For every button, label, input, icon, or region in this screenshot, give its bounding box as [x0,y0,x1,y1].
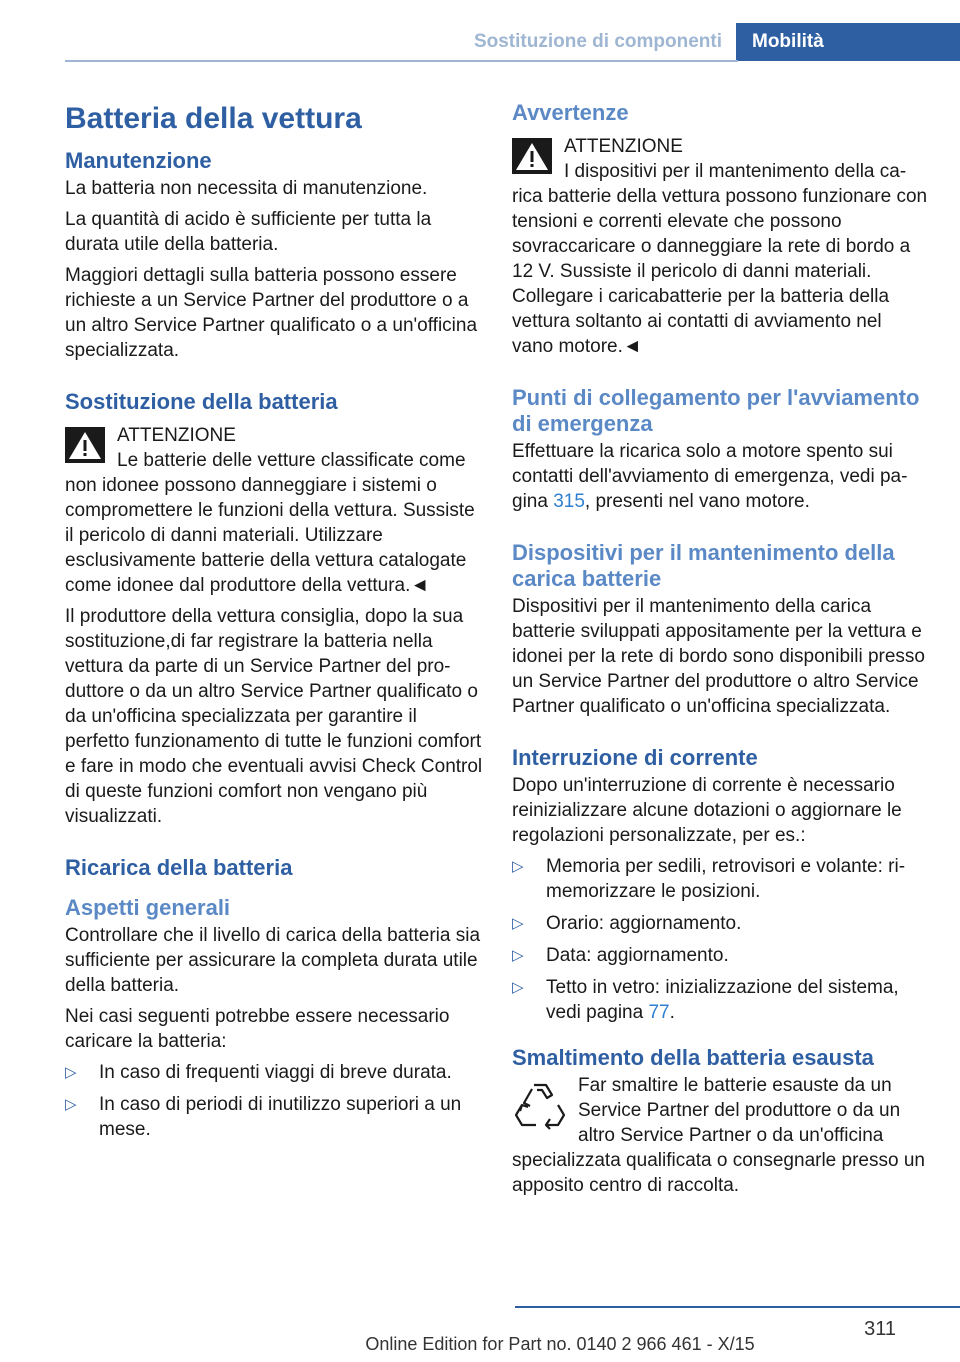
edition-line: Online Edition for Part no. 0140 2 966 461 - X/15 [365,1334,755,1354]
list-item-text: Orario: aggiornamento. [546,913,742,934]
list-item [512,854,928,904]
text: , presenti nel vano motore. [584,491,810,512]
paragraph: Far smaltire le batterie esauste da un Service Partner del produttore o da un altro Service Partner o da un'officina specializzata qualificata o consegnarle presso un apposito centro di raccolta. [512,1075,925,1196]
text: . [669,1002,675,1023]
warning-box [65,423,483,598]
heading-aspetti-generali: Aspetti generali [65,895,231,920]
list-item [512,911,928,936]
page-link-77[interactable]: 77 [648,1002,670,1023]
warning-box [512,134,928,359]
triangle-bullet-icon: ▷ [512,979,524,996]
footer-rule [515,1306,960,1308]
paragraph: Controllare che il livello di carica della batteria sia sufficiente per assicurare la completa durata utile della batteria. [65,925,481,996]
paragraph: Nei casi seguenti potrebbe essere necessario caricare la batteria: [65,1006,450,1052]
section-title: Sostituzione di componenti [473,31,722,52]
triangle-bullet-icon: ▷ [65,1096,77,1113]
left-column [65,100,483,1149]
list-item-text: In caso di frequenti viaggi di breve durata. [99,1062,452,1083]
list-item [512,943,928,968]
warning-text: Le batterie delle vetture classificate come non idonee possono danneggiare i sistemi o compromettere le funzioni della vettura. Sussiste il pericolo di danni materiali. Utilizzare esclusivamente batterie della vettura catalogate come idonee dal produttore della vettura.◄ [65,450,475,596]
list-item [65,1092,483,1142]
warning-title: ATTENZIONE [564,136,683,157]
warning-text: I dispositivi per il mantenimento della carica batterie della vettura possono funzionare con tensioni e correnti elevate che possono sovraccaricare o danneggiare la rete di bordo a 12 V. Sussiste il pericolo di danni materiali. Collegare i caricabatterie per la batteria della vettura soltanto ai contatti di avviamento nel vano motore.◄ [512,161,928,357]
warning-title: ATTENZIONE [117,425,236,446]
chapter-tab: Mobilità [736,23,960,61]
heading-manutenzione: Manutenzione [65,148,212,173]
page-link-315[interactable]: 315 [553,491,585,512]
warning-triangle-icon [512,138,552,174]
bullet-list [65,1060,483,1142]
triangle-bullet-icon: ▷ [512,915,524,932]
heading-punti-collegamento: Punti di collegamento per l'avviamento di emergenza [512,385,920,436]
list-item [512,975,928,1025]
paragraph: Maggiori dettagli sulla batteria possono essere richieste a un Service Partner del produttore o a un altro Service Partner qualificato o a un'officina specializzata. [65,265,478,361]
heading-dispositivi: Dispositivi per il mantenimento della carica batterie [512,540,895,591]
list-item [65,1060,483,1085]
page-number: 311 [864,1318,896,1340]
paragraph: Il produttore della vettura consiglia, dopo la sua sostituzione,di far registrare la batteria nella vettura da parte di un Service Partner del produttore o da un altro Service Partner qualificato o da un'officina specializzata per garantire il perfetto funzionamento di tutte le funzioni comfort e fare in modo che eventuali avvisi Check Control di queste funzioni comfort non vengano più visualizzati. [65,606,483,827]
paragraph: Dispositivi per il mantenimento della carica batterie sviluppati appositamente per la vettura e idonei per la rete di bordo sono disponibili presso un Service Partner del produttore o altro Service Partner qualificato o un'officina specializzata. [512,596,925,717]
list-item-text: Data: aggiornamento. [546,945,729,966]
list-item-text: In caso di periodi di inutilizzo superiori a un mese. [99,1094,462,1140]
recycle-note [512,1073,928,1198]
heading-ricarica: Ricarica della batteria [65,855,293,880]
page-title: Batteria della vettura [65,102,362,135]
paragraph [512,439,928,514]
list-item-text: Memoria per sedili, retrovisori e volante: rimemorizzare le posizioni. [546,856,906,902]
triangle-bullet-icon: ▷ [512,858,524,875]
right-column [512,100,928,1204]
triangle-bullet-icon: ▷ [65,1064,77,1081]
paragraph: La batteria non necessita di manutenzione. [65,178,428,199]
bullet-list [512,854,928,1025]
heading-avvertenze: Avvertenze [512,100,629,125]
page-header [65,23,960,61]
warning-triangle-icon [65,427,105,463]
text: Effettuare la ricarica solo a motore spento sui contatti dell'avviamento di emergenza, vedi pagina [512,441,908,512]
paragraph: La quantità di acido è sufficiente per tutta la durata utile della batteria. [65,209,432,255]
heading-interruzione: Interruzione di corrente [512,745,758,770]
recycle-icon [512,1079,568,1131]
paragraph: Dopo un'interruzione di corrente è necessario reinizializzare alcune dotazioni o aggiornare le regolazioni personalizzate, per es.: [512,775,902,846]
heading-sostituzione: Sostituzione della batteria [65,389,338,414]
header-rule [65,60,738,62]
triangle-bullet-icon: ▷ [512,947,524,964]
list-item-text: Tetto in vetro: inizializzazione del sistema, vedi pagina [546,977,899,1023]
heading-smaltimento: Smaltimento della batteria esausta [512,1045,874,1070]
